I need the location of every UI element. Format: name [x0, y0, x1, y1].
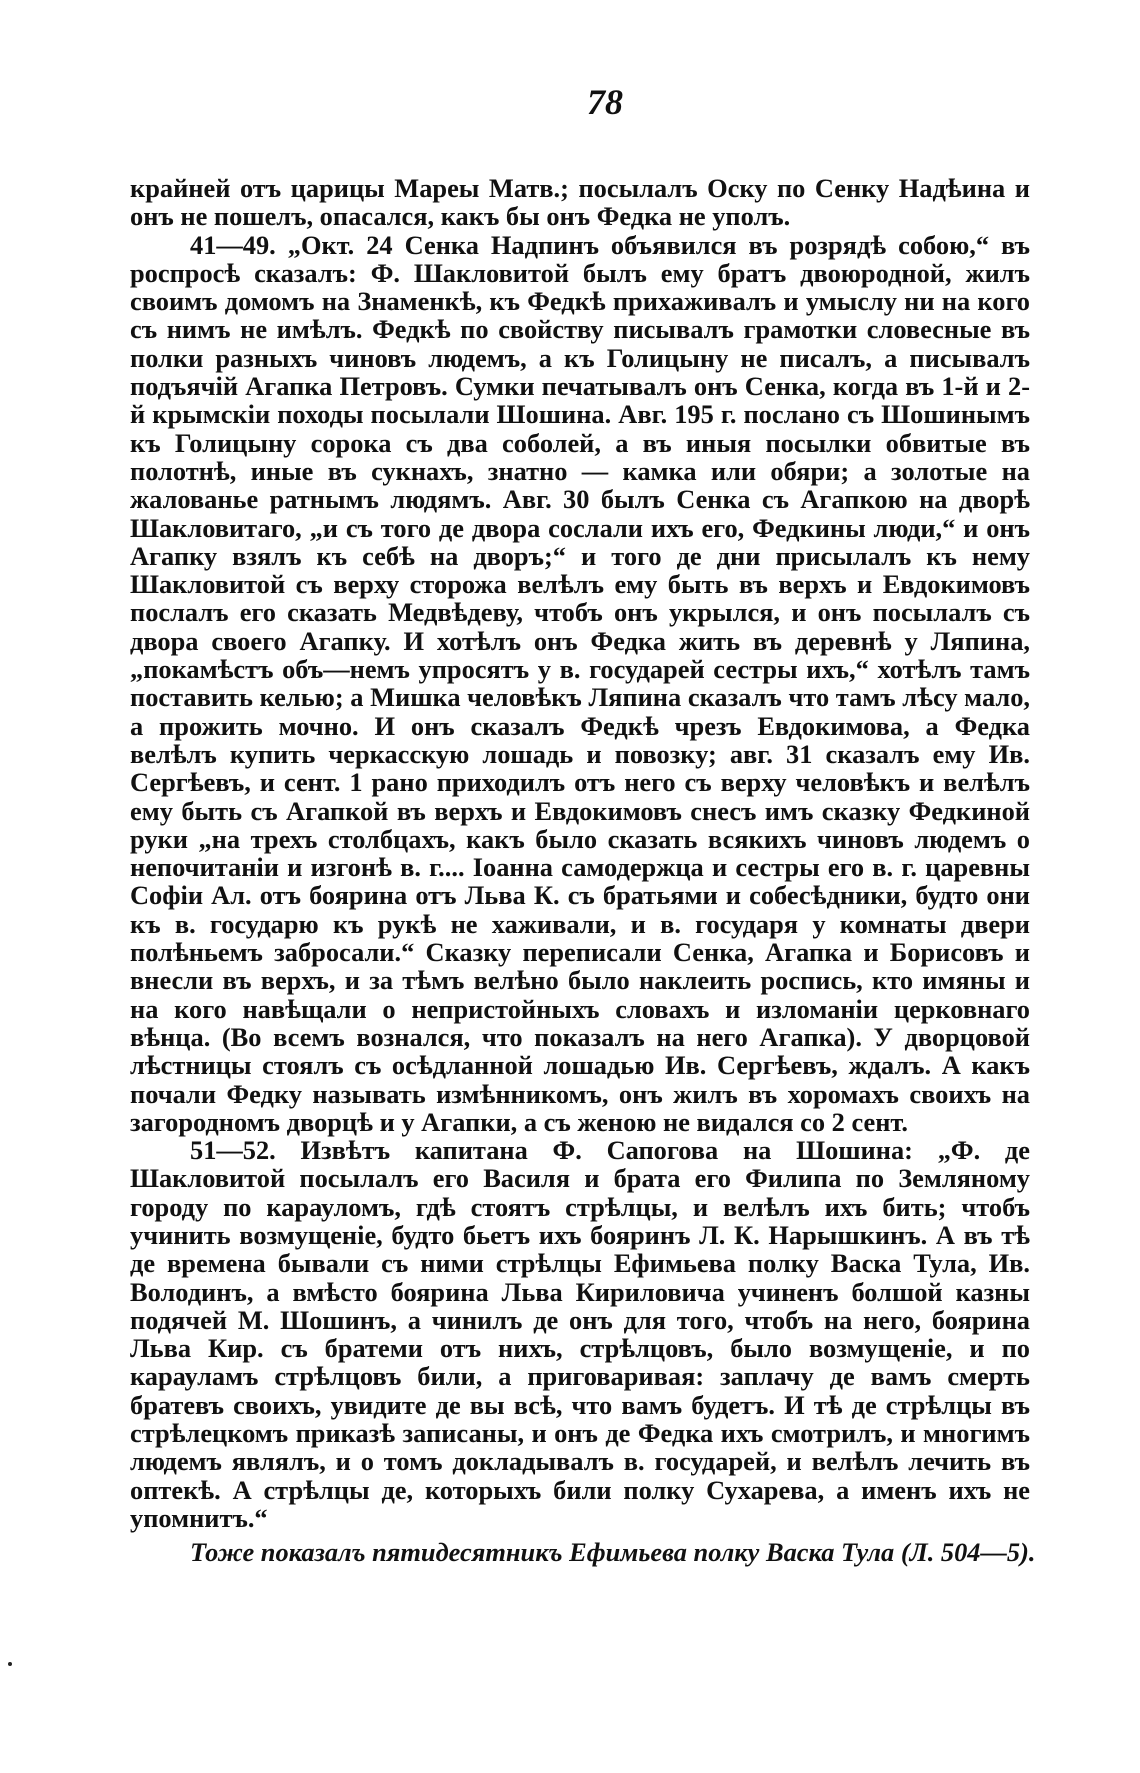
- paragraph-41-49: 41—49. „Окт. 24 Сенка Надпинъ объявился въ розрядѣ собою,“ въ роспросѣ сказалъ: Ф. Шакловитой былъ ему братъ двоюродной, жилъ своимъ домомъ на Знаменкѣ, къ Федкѣ прихаживалъ и умыслу ни на кого съ нимъ не имѣлъ. Федкѣ по свойству писывалъ грамотки словесные въ полки разныхъ чиновъ людемъ, а къ Голицыну не писалъ, а писывалъ подъячій Агапка Петровъ. Сумки печатывалъ онъ Сенка, когда въ 1-й и 2-й крымскiи походы посылали Шошина. Авг. 195 г. послано съ Шошинымъ къ Голицыну сорока съ два соболей, а въ иныя посылки обвитые въ полотнѣ, иные въ сукнахъ, знатно — камка или обяри; а золотые на жалованье ратнымъ людямъ. Авг. 30 былъ Сенка съ Агапкою на дворѣ Шакловитаго, „и съ того де двора сослали ихъ его, Федкины люди,“ и онъ Агапку взялъ къ себѣ на дворъ;“ и того де дни присылалъ къ нему Шакловитой съ верху сторожа велѣлъ ему быть въ верхъ и Евдокимовъ послалъ его сказать Медвѣдеву, чтобъ онъ укрылся, и онъ посылалъ съ двора своего Агапку. И хотѣлъ онъ Федка жить въ деревнѣ у Ляпина, „покамѣстъ объ—немъ упросятъ у в. государей сестры ихъ,“ хотѣлъ тамъ поставить келью; а Мишка человѣкъ Ляпина сказалъ что тамъ лѣсу мало, а прожить мочно. И онъ сказалъ Федкѣ чрезъ Евдокимова, а Федка велѣлъ купить черкасскую лошадь и повозку; авг. 31 сказалъ ему Ив. Сергѣевъ, и сент. 1 рано приходилъ отъ него съ верху человѣкъ и велѣлъ ему быть съ Агапкой въ верхъ и Евдокимовъ снесъ имъ сказку Федкиной руки „на трехъ столбцахъ, какъ было сказать всякихъ чиновъ людемъ о непочитанiи и изгонѣ в. г.... Iоанна самодержца и сестры его в. г. царевны Софiи Ал. отъ боярина отъ Льва К. съ братьями и собесѣдники, будто они къ в. государю къ рукѣ не хаживали, и в. государя у комнаты двери полѣньемъ забросали.“ Сказку переписали Сенка, Агапка и Борисовъ и внесли въ верхъ, и за тѣмъ велѣно было наклеить роспись, кто имяны и на кого навѣщали о непристойныхъ словахъ и изломанiи церковнаго вѣнца. (Во всемъ вознался, что показалъ на него Агапка). У дворцовой лѣстницы стоялъ съ осѣдланной лошадью Ив. Сергѣевъ, ждалъ. А какъ почали Федку называть измѣнникомъ, онъ жилъ въ хоромахъ своихъ на загородномъ дворцѣ и у Агапки, а съ женою не видался со 2 сент.: [130, 229, 1030, 1137]
- paragraph-continuation: крайней отъ царицы Мареы Матв.; посылалъ Оску по Сенку Надѣина и онъ не пошелъ, опасался, какъ бы онъ Федка не уполъ.: [130, 173, 1030, 232]
- closing-note: Тоже показалъ пятидесятникъ Ефимьева полку Васка Тула (Л. 504—5).: [190, 1537, 1036, 1568]
- document-page: [130, 80, 1036, 1568]
- page-number: 78: [587, 82, 623, 122]
- paragraph-51-52: 51—52. Извѣтъ капитана Ф. Сапогова на Шошина: „Ф. де Шакловитой посылалъ его Василя и брата его Филипа по Земляному городу по карауломъ, гдѣ стоятъ стрѣлцы, и велѣлъ ихъ бить; чтобъ учинить возмущенie, будто бьетъ ихъ бояринъ Л. К. Нарышкинъ. А въ тѣ де времена бывали съ ними стрѣлцы Ефимьева полку Васка Тула, Ив. Володинъ, а вмѣсто боярина Льва Кириловича учиненъ болшой казны подячей М. Шошинъ, а чинилъ де онъ для того, чтобъ на него, боярина Льва Кир. съ братеми отъ нихъ, стрѣлцовъ, было возмущенie, и по карауламъ стрѣлцовъ били, а приговаривая: заплачу де вамъ смерть братевъ своихъ, увидите де вы всѣ, что вамъ будетъ. И тѣ де стрѣлцы въ стрѣлецкомъ приказѣ записаны, и онъ де Федка ихъ смотрилъ, и многимъ людемъ являлъ, и о томъ докладывалъ в. государей, и велѣлъ лечить въ оптекѣ. А стрѣлцы де, которыхъ били полку Сухарева, а именъ ихъ не упомнитъ.“: [130, 1135, 1030, 1533]
- margin-dot: [8, 1662, 12, 1666]
